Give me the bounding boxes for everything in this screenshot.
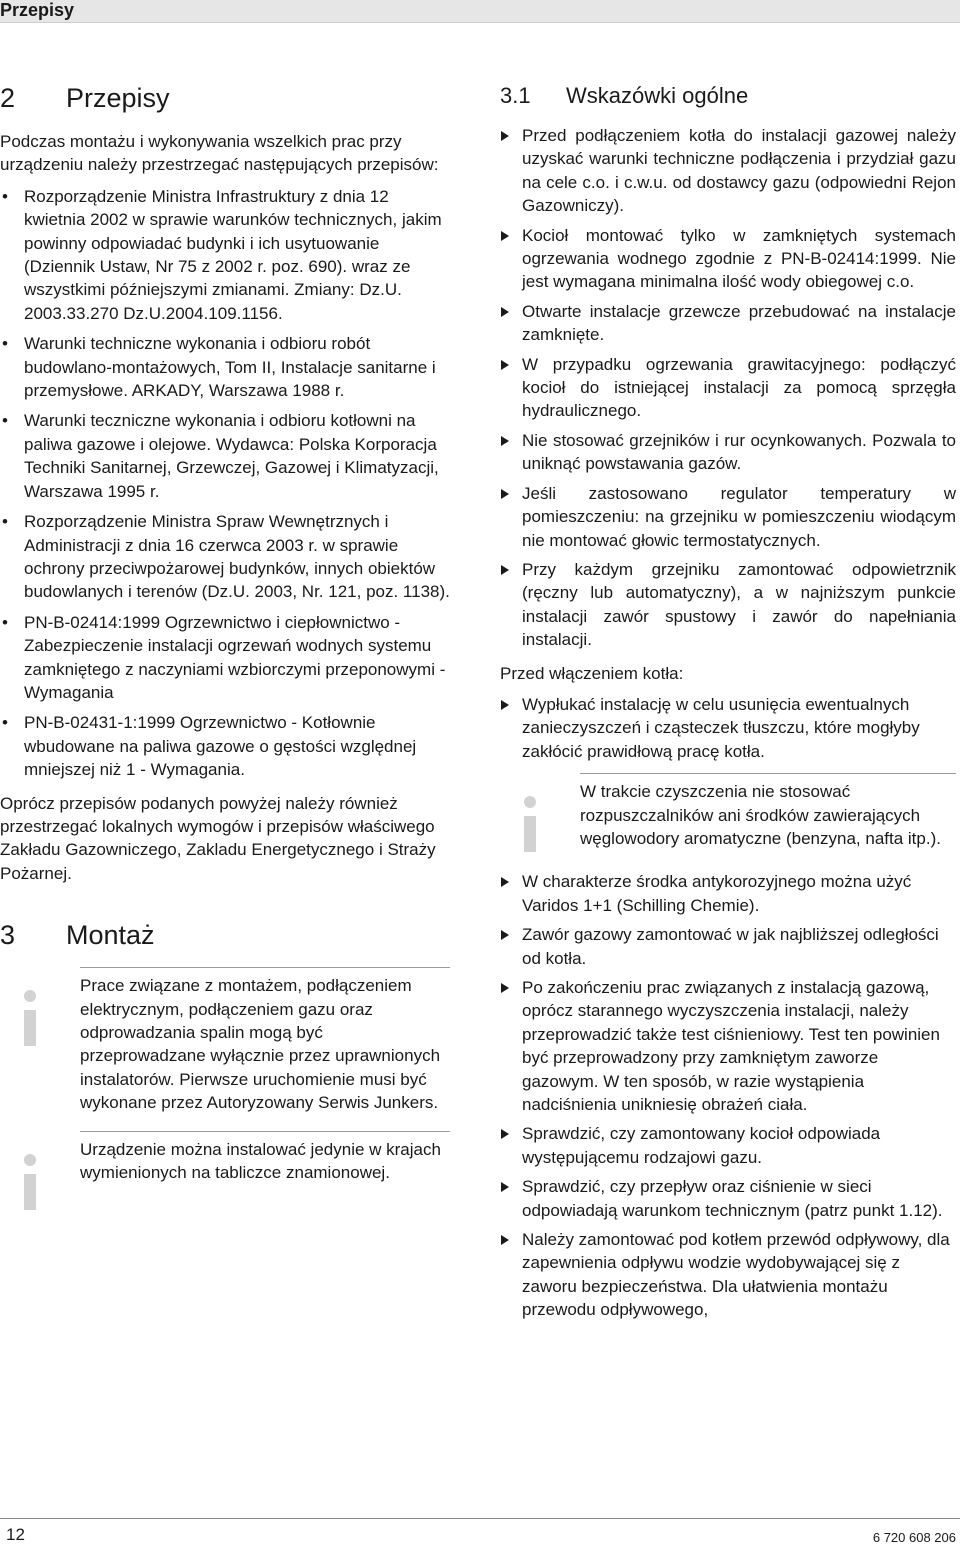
general-instructions-list: [500, 124, 956, 652]
bullet-dot-icon: •: [2, 334, 8, 354]
info-icon: [0, 1132, 60, 1224]
list-item: • Rozporządzenie Ministra Spraw Wewnętrznych i Administracji z dnia 16 czerwca 2003 r. w sprawie ochrony przeciwpożarowej budynków, innych obiektów budowlanych i terenów (Dz.U. 2003, Nr. 121, poz. 1138).: [2, 512, 450, 602]
right-column: [500, 82, 956, 1328]
regulations-list: [0, 185, 450, 782]
triangle-bullet-icon: [501, 1182, 509, 1192]
document-number: 6 720 608 206: [872, 1530, 956, 1545]
triangle-bullet-icon: [501, 1235, 509, 1245]
list-item: Przy każdym grzejniku zamontować odpowietrznik (ręczny lub automatyczny), a w najniższym punkcie instalacji zawór spustowy i zawór do napełniania instalacji.: [500, 558, 956, 652]
list-item: Nie stosować grzejników i rur ocynkowanych. Pozwala to uniknąć powstawania gazów.: [500, 429, 956, 476]
triangle-bullet-icon: [501, 877, 509, 887]
triangle-bullet-icon: [501, 307, 509, 317]
bullet-dot-icon: •: [2, 713, 8, 733]
section-2-title: Przepisy: [66, 83, 170, 113]
note-countries: [80, 1131, 450, 1185]
list-item: Otwarte instalacje grzewcze przebudować na instalacje zamknięte.: [500, 300, 956, 347]
list-item: Zawór gazowy zamontować w jak najbliższej odległości od kotła.: [500, 923, 956, 970]
running-header: Przepisy: [0, 0, 75, 20]
list-item: Kocioł montować tylko w zamkniętych systemach ogrzewania wodnego zgodnie z PN-B-02414:1999. Nie jest wymagana minimalna ilość wody obiegowej c.o.: [500, 224, 956, 294]
list-item: • Warunki teczniczne wykonania i odbioru kotłowni na paliwa gazowe i olejowe. Wydawca: Polska Korporacja Techniki Sanitarnej, Grzewczej, Gazowej i Klimatyzacji, Warszawa 1995 r.: [2, 411, 439, 501]
bullet-dot-icon: •: [2, 411, 8, 431]
triangle-bullet-icon: [501, 131, 509, 141]
triangle-bullet-icon: [501, 1129, 509, 1139]
note-installers: [80, 967, 450, 1114]
installation-steps-list: [500, 870, 956, 1321]
list-item: • PN-B-02414:1999 Ogrzewnictwo i ciepłownictwo - Zabezpieczenie instalacji ogrzewań wodnych systemu zamkniętego z naczyniami wzbiorczymi przeponowymi - Wymagania: [2, 612, 446, 702]
left-column: [0, 82, 450, 1200]
section-2-closing: Oprócz przepisów podanych powyżej należy również przestrzegać lokalnych wymogów i przepisów właściwego Zakładu Gazowniczego, Zakladu Energetycznego i Straży Pożarnej.: [0, 793, 436, 883]
triangle-bullet-icon: [501, 930, 509, 940]
note-countries-text: Urządzenie można instalować jedynie w krajach wymienionych na tabliczce znamionowej.: [80, 1139, 441, 1183]
list-item: • PN-B-02431-1:1999 Ogrzewnictwo - Kotłownie wbudowane na paliwa gazowe o gęstości względnej mniejszej niż 1 - Wymagania.: [2, 713, 417, 780]
note-cleaning: [580, 773, 956, 850]
triangle-bullet-icon: [501, 700, 509, 710]
list-item: • Warunki techniczne wykonania i odbioru robót budowlano-montażowych, Tom II, Instalacje sanitarne i przemysłowe. ARKADY, Warszawa 1988 r.: [2, 334, 436, 401]
bullet-dot-icon: •: [2, 512, 8, 532]
list-item: W przypadku ogrzewania grawitacyjnego: podłączyć kocioł do istniejącej instalacji za pomocą sprzęgła hydraulicznego.: [500, 353, 956, 423]
triangle-bullet-icon: [501, 983, 509, 993]
section-2-heading: [0, 82, 450, 114]
bullet-dot-icon: •: [2, 186, 8, 206]
subsection-3-1-heading: [500, 82, 956, 110]
section-2-intro: Podczas montażu i wykonywania wszelkich prac przy urządzeniu należy przestrzegać następujących przepisów:: [0, 132, 439, 175]
triangle-bullet-icon: [501, 489, 509, 499]
list-item: Przed podłączeniem kotła do instalacji gazowej należy uzyskać warunki techniczne podłączenia i przydział gazu na cele c.o. i c.w.u. od dostawcy gazu (odpowiedni Rejon Gazowniczy).: [500, 124, 956, 218]
info-icon: [500, 774, 560, 866]
list-item: Jeśli zastosowano regulator temperatury w pomieszczeniu: na grzejniku w pomieszczeniu wiodącym nie montować głowic termostatycznych.: [500, 482, 956, 552]
list-item: Należy zamontować pod kotłem przewód odpływowy, dla zapewnienia odpływu wodzie wydobywającej się z zaworu bezpieczeństwa. Dla ułatwienia montażu przewodu odpływowego,: [500, 1228, 956, 1322]
before-start-label: Przed włączeniem kotła:: [500, 663, 684, 683]
page-number: 12: [6, 1525, 25, 1544]
list-item: Wypłukać instalację w celu usunięcia ewentualnych zanieczyszczeń i cząsteczek tłuszczu, które mogłyby zakłócić prawidłową pracę kotła.: [500, 693, 956, 763]
list-item: Sprawdzić, czy zamontowany kocioł odpowiada występującemu rodzajowi gazu.: [500, 1122, 956, 1169]
list-item: Sprawdzić, czy przepływ oraz ciśnienie w sieci odpowiadają warunkom technicznym (patrz punkt 1.12).: [500, 1175, 956, 1222]
header-bar: [0, 0, 960, 23]
section-3-heading: [0, 919, 450, 951]
section-3-number: 3: [0, 920, 16, 951]
note-cleaning-text: W trakcie czyszczenia nie stosować rozpuszczalników ani środków zawierających węglowodory aromatyczne (benzyna, nafta itp.).: [580, 782, 941, 848]
triangle-bullet-icon: [501, 436, 509, 446]
subsection-title: Wskazówki ogólne: [566, 83, 749, 108]
info-icon: [0, 968, 60, 1060]
footer-divider: [0, 1518, 960, 1519]
note-installers-text: Prace związane z montażem, podłączeniem elektrycznym, podłączeniem gazu oraz odprowadzania spalin mogą być przeprowadzane wyłącznie przez uprawnionych instalatorów. Pierwsze uruchomienie musi być wykonane przez Autoryzowany Serwis Junkers.: [80, 976, 441, 1113]
section-2-number: 2: [0, 83, 16, 113]
bullet-dot-icon: •: [2, 612, 8, 632]
list-item: W charakterze środka antykorozyjnego można użyć Varidos 1+1 (Schilling Chemie).: [500, 870, 956, 917]
list-item: • Rozporządzenie Ministra Infrastruktury z dnia 12 kwietnia 2002 w sprawie warunków technicznych, jakim powinny odpowiadać budynki i ich usytuowanie (Dziennik Ustaw, Nr 75 z 2002 r. poz. 690). wraz ze wszystkimi późniejszymi zmianami. Zmiany: Dz.U. 2003.33.270 Dz.U.2004.109.1156.: [2, 186, 442, 323]
section-3-title: Montaż: [66, 920, 155, 951]
list-item: Po zakończeniu prac związanych z instalacją gazową, oprócz starannego wyczyszczenia instalacji, należy przeprowadzić także test ciśnieniowy. Test ten powinien być przeprowadzony przy zamkniętym zaworze gazowym. W ten sposób, w razie wystąpienia nadciśnienia unikniesię obrażeń ciała.: [500, 976, 956, 1116]
triangle-bullet-icon: [501, 360, 509, 370]
triangle-bullet-icon: [501, 565, 509, 575]
before-start-list: [500, 693, 956, 763]
subsection-number: 3.1: [500, 83, 531, 108]
triangle-bullet-icon: [501, 231, 509, 241]
